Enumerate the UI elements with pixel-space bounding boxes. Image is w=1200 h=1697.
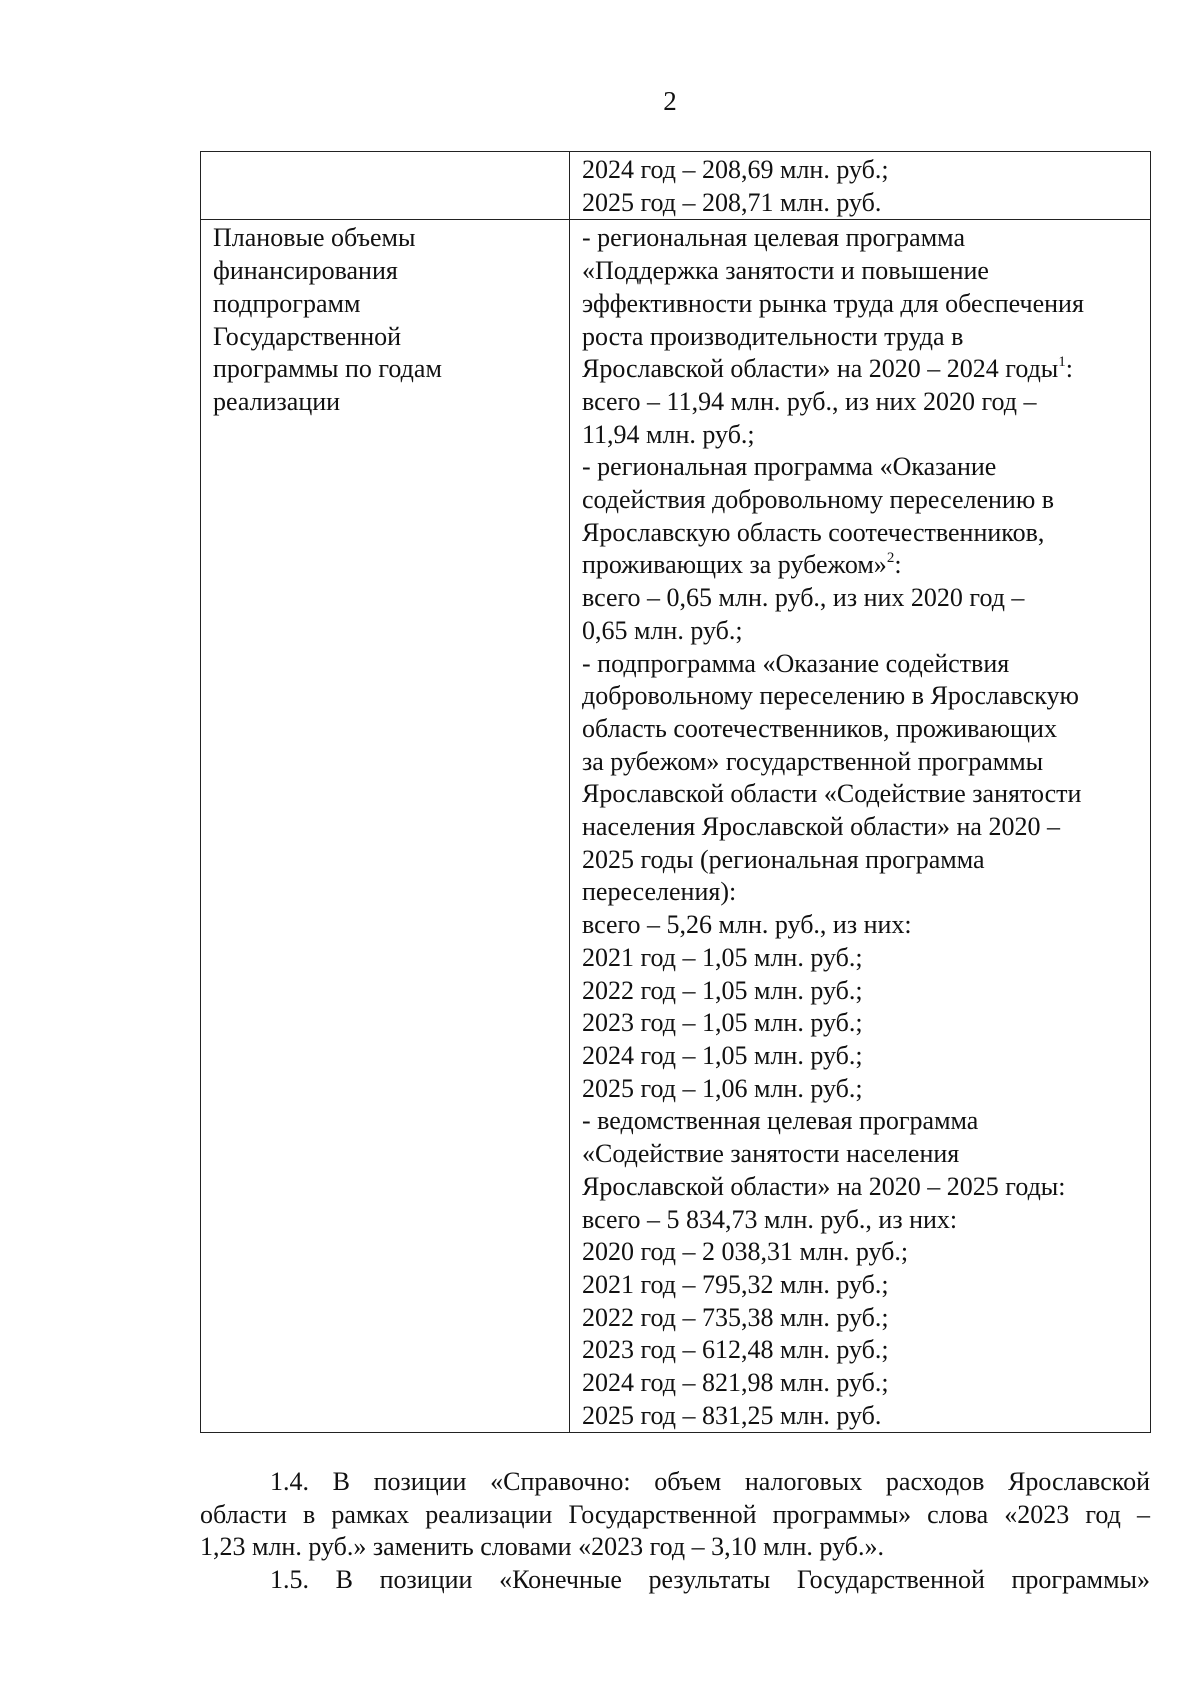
table-line: всего – 0,65 млн. руб., из них 2020 год – — [582, 583, 1025, 613]
table-line: всего – 5 834,73 млн. руб., из них: — [582, 1204, 958, 1234]
table-cell-heading — [201, 220, 570, 1433]
table-cell-subprograms — [570, 220, 1151, 1433]
table-line: добровольному переселению в Ярославскую — [582, 681, 1079, 711]
table-line: - подпрограмма «Оказание содействия — [582, 648, 1010, 678]
table-line: 2022 год – 1,05 млн. руб.; — [582, 975, 863, 1005]
paragraph-line: 1.4. В позиции «Справочно: объем налоговых расходов Ярославской — [270, 1467, 1150, 1496]
paragraph-line: 1,23 млн. руб.» заменить словами «2023 год – 3,10 млн. руб.». — [200, 1532, 884, 1561]
heading-line: реализации — [213, 386, 341, 416]
table-line-with-footnote — [582, 549, 1140, 582]
table-line: содействия добровольному переселению в — [582, 485, 1055, 515]
table-line-with-footnote — [582, 353, 1140, 386]
table-row — [201, 220, 1151, 1433]
paragraph-1-5 — [200, 1564, 1150, 1597]
table-line: всего – 11,94 млн. руб., из них 2020 год – — [582, 386, 1037, 416]
heading-line: Государственной — [213, 321, 402, 351]
table-line: 2025 год – 1,06 млн. руб.; — [582, 1073, 863, 1103]
table-cell-funding-years — [570, 152, 1151, 220]
table-line: область соотечественников, проживающих — [582, 713, 1057, 743]
page-number: 2 — [663, 86, 677, 116]
footnote-suffix: : — [894, 550, 902, 580]
program-passport-table — [200, 151, 1151, 1433]
table-line: - региональная программа «Оказание — [582, 452, 997, 482]
table-line: 2025 год – 831,25 млн. руб. — [582, 1400, 882, 1430]
table-line: Ярославскую область соотечественников, — [582, 517, 1045, 547]
table-line: 2025 год – 208,71 млн. руб. — [582, 187, 882, 217]
table-cell-empty — [201, 152, 570, 220]
heading-line: программы по годам — [213, 354, 442, 384]
paragraph-line: области в рамках реализации Государственной программы» слова «2023 год – — [200, 1499, 1150, 1529]
table-line: населения Ярославской области» на 2020 – — [582, 812, 1060, 842]
table-line: «Поддержка занятости и повышение — [582, 256, 989, 286]
table-line-text: проживающих за рубежом» — [582, 550, 887, 580]
table-line: 2024 год – 1,05 млн. руб.; — [582, 1040, 863, 1070]
heading-line: подпрограмм — [213, 288, 361, 318]
heading-line: Плановые объемы — [213, 223, 416, 253]
table-line: 2024 год – 208,69 млн. руб.; — [582, 155, 889, 184]
table-line: 2023 год – 1,05 млн. руб.; — [582, 1008, 863, 1038]
table-line: переселения): — [582, 877, 737, 907]
table-line: Ярославской области» на 2020 – 2025 годы: — [582, 1171, 1066, 1201]
paragraph-1-4 — [200, 1466, 1150, 1564]
table-line: 2025 годы (региональная программа — [582, 844, 985, 874]
table-line: 2020 год – 2 038,31 млн. руб.; — [582, 1237, 909, 1267]
table-line: 0,65 млн. руб.; — [582, 615, 743, 645]
paragraph-line: 1.5. В позиции «Конечные результаты Государственной программы» — [270, 1565, 1150, 1594]
footnote-suffix: : — [1065, 354, 1073, 384]
footnote-marker: 2 — [886, 549, 895, 566]
footnote-marker: 1 — [1058, 353, 1066, 370]
table-line: Ярославской области «Содействие занятости — [582, 779, 1082, 809]
table-line: 2022 год – 735,38 млн. руб.; — [582, 1302, 889, 1332]
table-row — [201, 152, 1151, 220]
table-line: 2021 год – 1,05 млн. руб.; — [582, 942, 863, 972]
table-line: 2024 год – 821,98 млн. руб.; — [582, 1368, 889, 1398]
table-line: всего – 5,26 млн. руб., из них: — [582, 910, 912, 940]
table-line: «Содействие занятости населения — [582, 1139, 960, 1169]
table-line: эффективности рынка труда для обеспечения — [582, 288, 1084, 318]
table-line: - ведомственная целевая программа — [582, 1106, 979, 1136]
table-line: роста производительности труда в — [582, 321, 964, 351]
table-line: 2023 год – 612,48 млн. руб.; — [582, 1335, 889, 1365]
table-line: 2021 год – 795,32 млн. руб.; — [582, 1269, 889, 1299]
heading-line: финансирования — [213, 256, 398, 286]
table-line-text: Ярославской области» на 2020 – 2024 годы — [582, 354, 1059, 384]
table-line: - региональная целевая программа — [582, 223, 965, 253]
table-line: 11,94 млн. руб.; — [582, 419, 755, 449]
table-line: за рубежом» государственной программы — [582, 746, 1044, 776]
